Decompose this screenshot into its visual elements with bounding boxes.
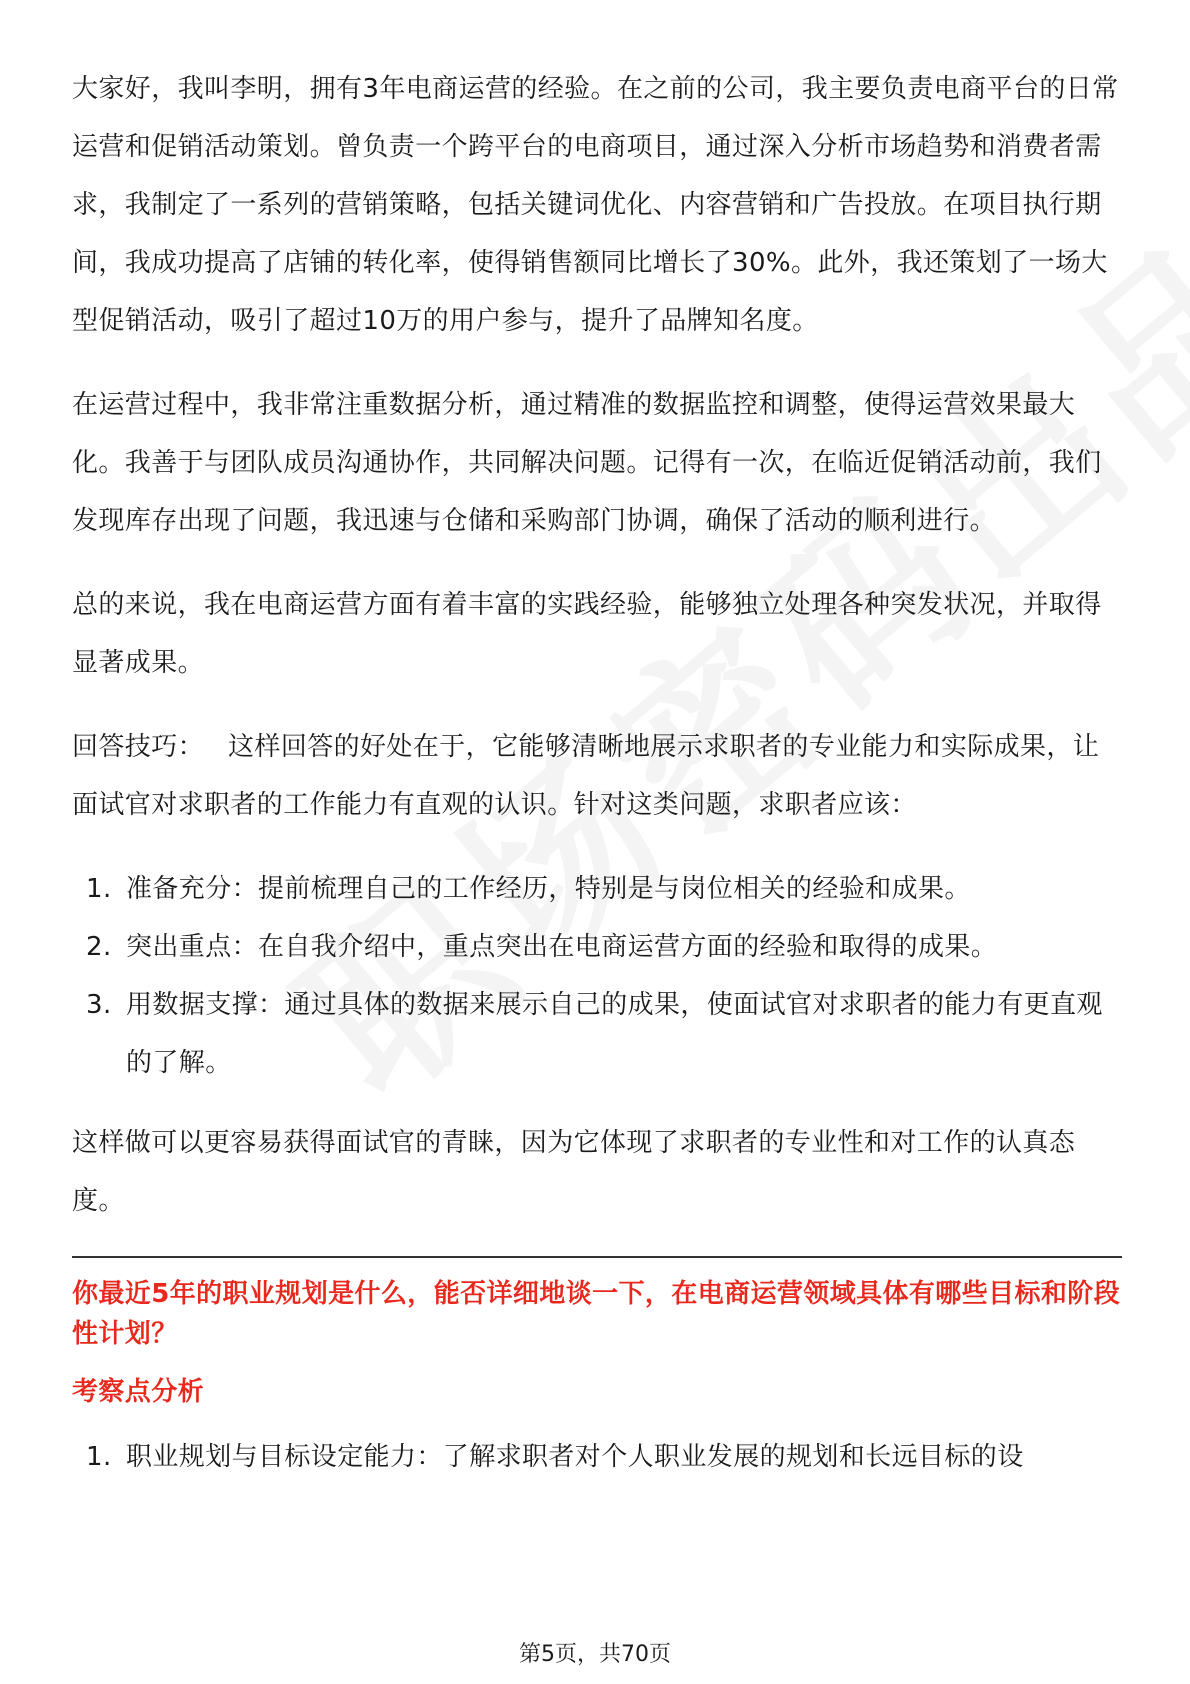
analysis-list [72, 1428, 1122, 1486]
list-item-text: 突出重点：在自我介绍中，重点突出在电商运营方面的经验和取得的成果。 [126, 932, 998, 962]
section-divider [72, 1256, 1122, 1258]
answer-paragraph-3: 总的来说，我在电商运营方面有着丰富的实践经验，能够独立处理各种突发状况，并取得显著成果。 [72, 590, 1102, 678]
page-number: 第5页，共70页 [519, 1642, 671, 1667]
answer-tip-label: 回答技巧： [72, 732, 205, 762]
list-item [72, 860, 1122, 918]
list-item-number: 2. [86, 932, 112, 962]
list-item [72, 918, 1122, 976]
list-item [72, 976, 1122, 1092]
list-item-number: 1. [86, 874, 112, 904]
list-item-number: 1. [86, 1442, 112, 1472]
answer-paragraph-2: 在运营过程中，我非常注重数据分析，通过精准的数据监控和调整，使得运营效果最大化。我善于与团队成员沟通协作，共同解决问题。记得有一次，在临近促销活动前，我们发现库存出现了问题，我迅速与仓储和采购部门协调，确保了活动的顺利进行。 [72, 390, 1102, 536]
answer-tip-paragraph [72, 718, 1122, 834]
list-item-text: 准备充分：提前梳理自己的工作经历，特别是与岗位相关的经验和成果。 [126, 874, 971, 904]
list-item [72, 1428, 1122, 1486]
closing-paragraph: 这样做可以更容易获得面试官的青睐，因为它体现了求职者的专业性和对工作的认真态度。 [72, 1128, 1076, 1216]
list-item-text: 用数据支撑：通过具体的数据来展示自己的成果，使面试官对求职者的能力有更直观的了解。 [126, 990, 1103, 1078]
tips-list [72, 860, 1122, 1092]
document-page [72, 60, 1122, 1508]
answer-paragraph-1: 大家好，我叫李明，拥有3年电商运营的经验。在之前的公司，我主要负责电商平台的日常运营和促销活动策划。曾负责一个跨平台的电商项目，通过深入分析市场趋势和消费者需求，我制定了一系列的营销策略，包括关键词优化、内容营销和广告投放。在项目执行期间，我成功提高了店铺的转化率，使得销售额同比增长了30%。此外，我还策划了一场大型促销活动，吸引了超过10万的用户参与，提升了品牌知名度。 [72, 74, 1119, 336]
answer-tip-text: 这样回答的好处在于，它能够清晰地展示求职者的专业能力和实际成果，让面试官对求职者的工作能力有直观的认识。针对这类问题，求职者应该： [72, 732, 1100, 820]
list-item-text: 职业规划与目标设定能力：了解求职者对个人职业发展的规划和长远目标的设 [126, 1442, 1024, 1472]
list-item-number: 3. [86, 990, 112, 1020]
interview-question: 你最近5年的职业规划是什么，能否详细地谈一下，在电商运营领域具体有哪些目标和阶段性计划？ [72, 1279, 1121, 1349]
analysis-heading: 考察点分析 [72, 1377, 205, 1407]
